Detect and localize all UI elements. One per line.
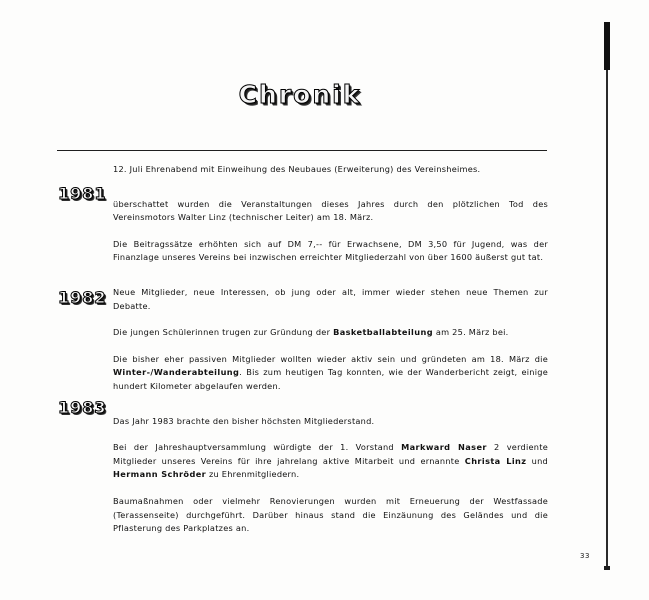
- spacer: [113, 190, 548, 198]
- paragraph-1983-1: Das Jahr 1983 brachte den bisher höchsten Mitgliederstand.: [113, 415, 375, 426]
- book-spine-marker: [604, 22, 610, 70]
- paragraph-1982-1: Neue Mitglieder, neue Interessen, ob jung oder alt, immer wieder stehen neue Themen zur Debatte.: [113, 286, 548, 311]
- spacer: [113, 278, 548, 286]
- page-number: 33: [580, 552, 590, 560]
- book-spine-edge: [606, 70, 608, 570]
- spacer: [113, 407, 548, 415]
- paragraph-1982-3: Die bisher eher passiven Mitglieder wollten wieder aktiv sein und gründeten am 18. März die Winter-/Wanderabteilung. Bis zum heutigen Tag konnten, wie der Wanderbericht zeigt, einige hundert Kilometer abgelaufen werden.: [113, 353, 548, 391]
- year-heading-1981: 1981: [58, 184, 107, 203]
- paragraph-1983-3: Baumaßnahmen oder vielmehr Renovierungen wurden mit Erneuerung der Westfassade (Terassenseite) durchgeführt. Darüber hinaus stand die Einzäunung des Geländes und die Pflasterung des Parkplatzes an.: [113, 495, 548, 534]
- intro-paragraph: 12. Juli Ehrenabend mit Einweihung des Neubaues (Erweiterung) des Vereinsheimes.: [113, 164, 481, 174]
- paragraph-1983-2: Bei der Jahreshauptversammlung würdigte der 1. Vorstand Markward Naser 2 verdiente Mitglieder unseres Vereins für ihre jahrelang aktive Mitarbeit und ernannte Christa Linz und Hermann Schröder zu Ehrenmitgliedern.: [113, 442, 548, 480]
- paragraph-1981-1: überschattet wurden die Veranstaltungen dieses Jahres durch den plötzlichen Tod des Vereinsmotors Walter Linz (technischer Leiter) am 18. März.: [113, 198, 548, 223]
- year-heading-1983: 1983: [58, 398, 107, 417]
- paragraph-1981-2: Die Beitragssätze erhöhten sich auf DM 7,-- für Erwachsene, DM 3,50 für Jugend, was der Finanzlage unseres Vereins bei inzwischen erreichter Mitgliederzahl von über 1600 äußerst gut tat.: [113, 238, 548, 263]
- paragraph-1982-2: Die jungen Schülerinnen trugen zur Gründung der Basketballabteilung am 25. März bei.: [113, 327, 509, 338]
- year-heading-1982: 1982: [58, 288, 107, 307]
- page-title: Chronik: [238, 80, 362, 109]
- body-text-column: [113, 163, 548, 549]
- header-divider: [57, 150, 547, 151]
- book-spine-foot: [604, 566, 610, 570]
